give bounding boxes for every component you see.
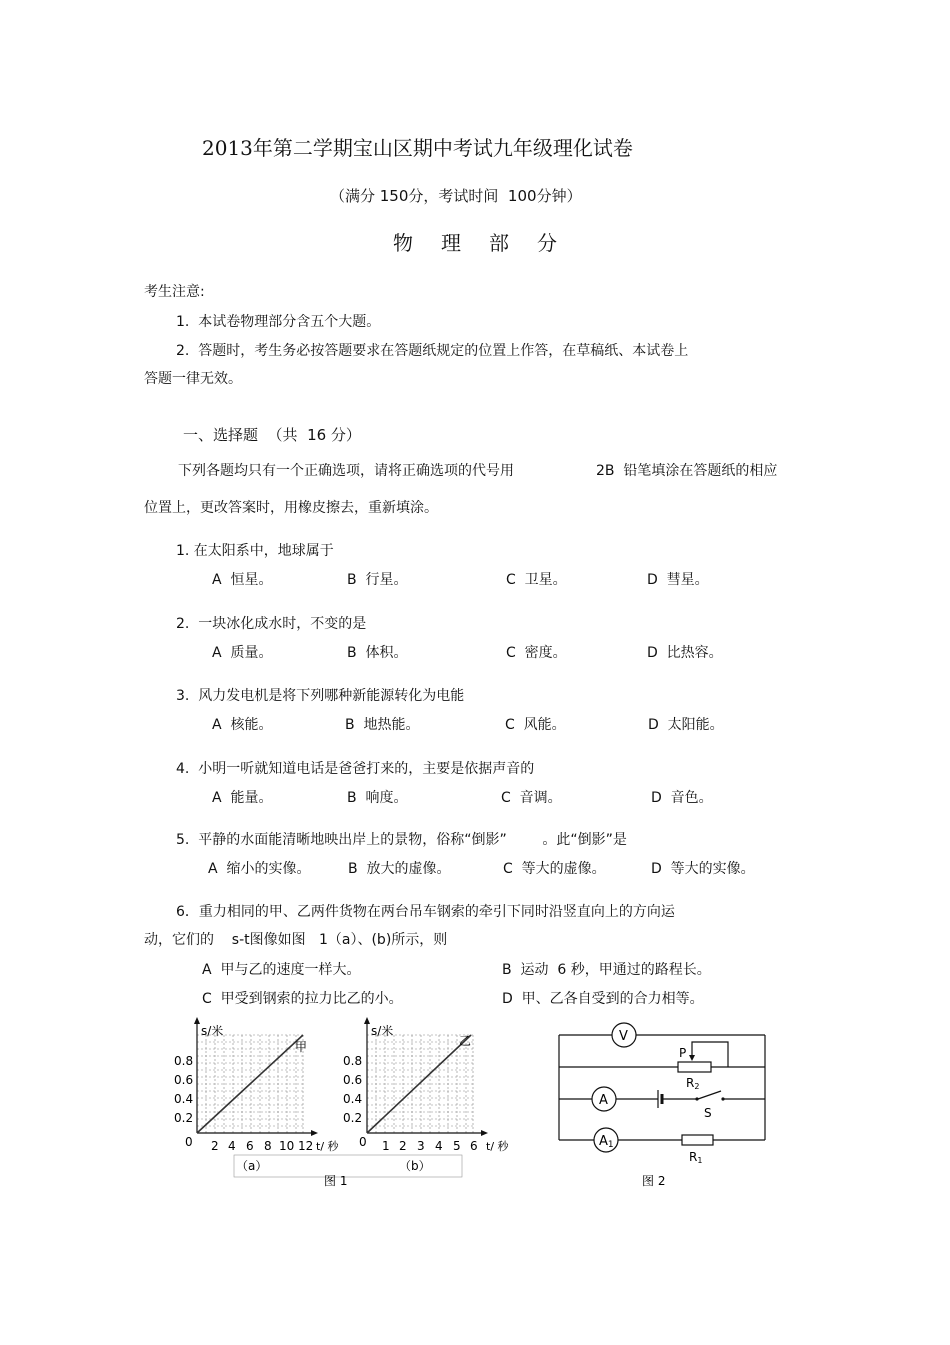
- resistor-r2: [678, 1062, 711, 1072]
- subfigure-label: （a）: [236, 1159, 268, 1173]
- axis-arrow: [311, 1130, 318, 1136]
- ammeter-label: A: [599, 1093, 608, 1108]
- switch-blade: [698, 1091, 721, 1099]
- instruction: 位置上，更改答案时，用橡皮擦去，重新填涂。: [144, 500, 438, 516]
- option: B 体积。: [347, 645, 408, 661]
- notice-item: 答题一律无效。: [144, 371, 242, 387]
- figure-2-circuit: [548, 1015, 778, 1195]
- subfigure-label: （b）: [399, 1159, 431, 1173]
- option: A 质量。: [212, 645, 273, 661]
- voltmeter-label: V: [619, 1029, 628, 1044]
- option: B 地热能。: [345, 717, 420, 733]
- x-axis-label: t/ 秒: [486, 1140, 509, 1153]
- ammeter-1-label: A1: [599, 1134, 614, 1150]
- slider-arrowhead: [689, 1055, 695, 1061]
- x-tick: 3: [417, 1139, 425, 1153]
- r1-label: R1: [689, 1150, 703, 1165]
- y-tick: 0.2: [174, 1111, 194, 1125]
- y-tick: 0.6: [343, 1073, 363, 1087]
- question-stem: 6．重力相同的甲、乙两件货物在两台吊车钢索的牵引下同时沿竖直向上的方向运: [176, 904, 675, 920]
- question-stem: 5. 平静的水面能清晰地映出岸上的景物，俗称“倒影” 。此“倒影”是: [176, 832, 627, 848]
- option: C 风能。: [505, 717, 566, 733]
- option: C 等大的虚像。: [503, 861, 606, 877]
- x-tick: 8: [264, 1139, 272, 1153]
- option: B 行星。: [347, 572, 408, 588]
- slider-label: P: [679, 1046, 687, 1060]
- axis-arrow: [194, 1017, 200, 1024]
- r2-label: R2: [686, 1076, 700, 1091]
- x-tick: 6: [470, 1139, 478, 1153]
- option: D 甲、乙各自受到的合力相等。: [502, 991, 704, 1007]
- option: D 太阳能。: [648, 717, 724, 733]
- instruction: 2B 铅笔填涂在答题纸的相应: [596, 463, 778, 479]
- figure-caption: 图 2: [642, 1174, 666, 1188]
- figure-caption: 图 1: [324, 1174, 348, 1188]
- x-axis-label: t/ 秒: [316, 1140, 339, 1153]
- figure-1: [170, 1015, 530, 1195]
- option: B 放大的虚像。: [348, 861, 451, 877]
- notice-item: 1. 本试卷物理部分含五个大题。: [176, 314, 381, 330]
- option: C 卫星。: [506, 572, 567, 588]
- option: A 甲与乙的速度一样大。: [202, 962, 361, 978]
- slider-wire: [692, 1042, 728, 1067]
- y-tick: 0.8: [343, 1054, 363, 1068]
- option: A 缩小的实像。: [208, 861, 311, 877]
- question-stem: 动，它们的 s-t图像如图 1（a）、(b)所示，则: [144, 932, 448, 948]
- option: C 密度。: [506, 645, 567, 661]
- option: D 等大的实像。: [651, 861, 755, 877]
- notice-heading: 考生注意:: [144, 284, 205, 300]
- y-axis-label: s/米: [201, 1024, 224, 1038]
- resistor-r1: [682, 1135, 713, 1145]
- x-tick: 4: [228, 1139, 236, 1153]
- axis-arrow: [481, 1130, 488, 1136]
- y-axis-label: s/米: [371, 1024, 394, 1038]
- option: A 核能。: [212, 717, 273, 733]
- option: C 甲受到钢索的拉力比乙的小。: [202, 991, 403, 1007]
- instruction: 下列各题均只有一个正确选项，请将正确选项的代号用: [178, 463, 514, 479]
- x-tick: 0: [185, 1135, 193, 1149]
- option: D 彗星。: [647, 572, 709, 588]
- option: A 能量。: [212, 790, 273, 806]
- x-tick: 10: [279, 1139, 295, 1153]
- y-tick: 0.2: [343, 1111, 363, 1125]
- option: B 运动 6 秒，甲通过的路程长。: [502, 962, 711, 978]
- line-label: 乙: [459, 1034, 472, 1048]
- y-tick: 0.4: [343, 1092, 363, 1106]
- y-tick: 0.4: [174, 1092, 194, 1106]
- x-tick: 4: [435, 1139, 443, 1153]
- option: B 响度。: [347, 790, 408, 806]
- switch-contact: [695, 1097, 698, 1100]
- axis-arrow: [364, 1017, 370, 1024]
- switch-contact: [721, 1097, 724, 1100]
- y-tick: 0.6: [174, 1073, 194, 1087]
- section-char: 分: [537, 231, 557, 255]
- switch-label: S: [704, 1106, 712, 1120]
- x-tick: 0: [359, 1135, 367, 1149]
- exam-info: （满分 150分，考试时间 100分钟）: [330, 187, 582, 205]
- option: A 恒星。: [212, 572, 273, 588]
- x-tick: 2: [211, 1139, 219, 1153]
- part-heading: 一、选择题 （共 16 分）: [183, 426, 361, 444]
- section-char: 部: [489, 231, 509, 255]
- line-label: 甲: [295, 1040, 308, 1054]
- section-char: 理: [441, 231, 461, 255]
- option: C 音调。: [501, 790, 562, 806]
- x-tick: 2: [399, 1139, 407, 1153]
- notice-item: 2. 答题时，考生务必按答题要求在答题纸规定的位置上作答，在草稿纸、本试卷上: [176, 343, 689, 359]
- page-title: 2013年第二学期宝山区期中考试九年级理化试卷: [202, 136, 633, 160]
- question-stem: 4. 小明一听就知道电话是爸爸打来的，主要是依据声音的: [176, 761, 535, 777]
- section-char: 物: [393, 231, 413, 255]
- question-stem: 3. 风力发电机是将下列哪种新能源转化为电能: [176, 688, 465, 704]
- option: D 比热容。: [647, 645, 723, 661]
- question-stem: 2. 一块冰化成水时，不变的是: [176, 616, 367, 632]
- x-tick: 12: [298, 1139, 314, 1153]
- x-tick: 5: [453, 1139, 461, 1153]
- x-tick: 1: [382, 1139, 390, 1153]
- option: D 音色。: [651, 790, 713, 806]
- section-title: [393, 231, 585, 255]
- y-tick: 0.8: [174, 1054, 194, 1068]
- x-tick: 6: [246, 1139, 254, 1153]
- question-stem: 1. 在太阳系中，地球属于: [176, 543, 334, 559]
